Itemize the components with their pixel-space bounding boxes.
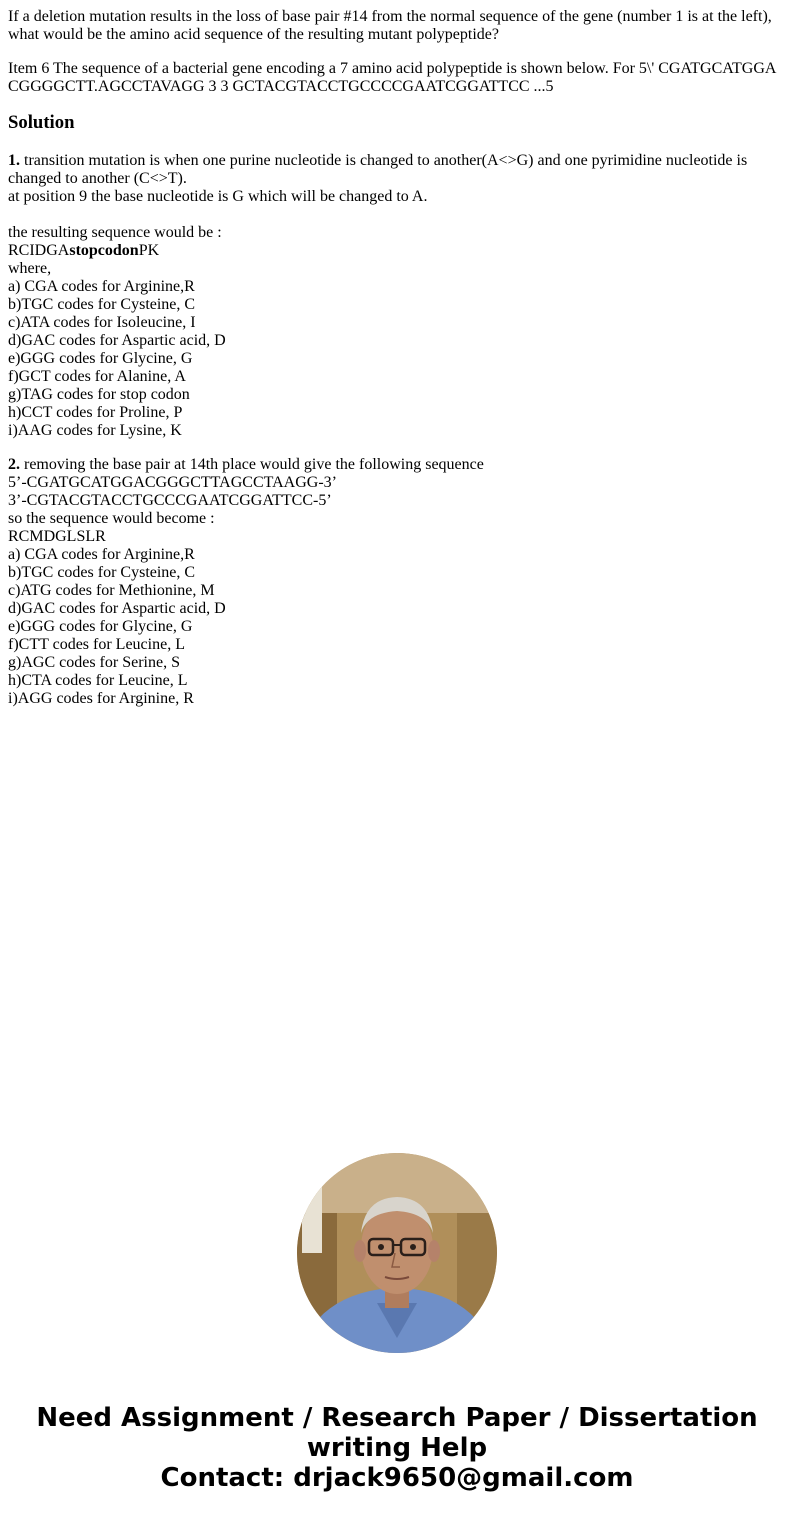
codon-line: d)GAC codes for Aspartic acid, D <box>8 332 226 349</box>
codon-line: f)CTT codes for Leucine, L <box>8 636 185 653</box>
part-1-sequence <box>8 242 786 260</box>
footer-line-1: Need Assignment / Research Paper / Dissertation <box>36 1403 758 1433</box>
part-2-sequence: RCMDGLSLR <box>8 528 106 545</box>
part-1-result-intro: the resulting sequence would be : <box>8 224 222 241</box>
codon-line: i)AAG codes for Lysine, K <box>8 422 182 439</box>
part-1-number: 1. <box>8 152 20 169</box>
part-1-where: where, <box>8 260 52 277</box>
solution-part-2 <box>8 456 786 708</box>
codon-line: c)ATA codes for Isoleucine, I <box>8 314 196 331</box>
author-avatar <box>297 1153 497 1353</box>
codon-line: h)CCT codes for Proline, P <box>8 404 183 421</box>
codon-line: f)GCT codes for Alanine, A <box>8 368 186 385</box>
codon-line: b)TGC codes for Cysteine, C <box>8 564 196 581</box>
part-2-intro: removing the base pair at 14th place would give the following sequence <box>20 456 484 473</box>
part-2-number: 2. <box>8 456 20 473</box>
question-item-text: Item 6 The sequence of a bacterial gene encoding a 7 amino acid polypeptide is shown below. For 5\' CGATGCATGGA CGGGGCTT.AGCCTAVAGG 3 3 GCTACGTACCTGCCCCGAATCGGATTCC ...5 <box>8 60 776 95</box>
solution-part-1 <box>8 152 786 440</box>
page-content <box>0 0 794 708</box>
codon-line: g)AGC codes for Serine, S <box>8 654 180 671</box>
question-text: If a deletion mutation results in the loss of base pair #14 from the normal sequence of the gene (number 1 is at the left), what would be the amino acid sequence of the resulting mutant polypeptide? <box>8 8 772 43</box>
codon-line: b)TGC codes for Cysteine, C <box>8 296 196 313</box>
codon-line: h)CTA codes for Leucine, L <box>8 672 188 689</box>
codon-line: a) CGA codes for Arginine,R <box>8 546 195 563</box>
codon-line: c)ATG codes for Methionine, M <box>8 582 215 599</box>
contact-footer <box>0 1403 794 1493</box>
codon-line: e)GGG codes for Glycine, G <box>8 618 193 635</box>
codon-line: i)AGG codes for Arginine, R <box>8 690 194 707</box>
author-portrait-icon <box>297 1153 497 1353</box>
footer-contact: Contact: drjack9650@gmail.com <box>160 1463 634 1493</box>
part-1-intro: transition mutation is when one purine nucleotide is changed to another(A<>G) and one pyrimidine nucleotide is changed to another (C<>T). <box>8 152 748 187</box>
footer-line-2: writing Help <box>306 1433 488 1463</box>
codon-line: a) CGA codes for Arginine,R <box>8 278 195 295</box>
solution-heading: Solution <box>8 112 75 133</box>
sequence-prefix: RCIDGA <box>8 242 70 259</box>
sequence-stop-codon: stopcodon <box>69 242 139 259</box>
strand-3-prime: 3’-CGTACGTACCTGCCCGAATCGGATTCC-5’ <box>8 492 332 509</box>
codon-line: e)GGG codes for Glycine, G <box>8 350 193 367</box>
blank-line <box>8 206 786 224</box>
part-1-position-note: at position 9 the base nucleotide is G which will be changed to A. <box>8 188 428 205</box>
codon-line: d)GAC codes for Aspartic acid, D <box>8 600 226 617</box>
part-2-become: so the sequence would become : <box>8 510 215 527</box>
strand-5-prime: 5’-CGATGCATGGACGGGCTTAGCCTAAGG-3’ <box>8 474 337 491</box>
codon-line: g)TAG codes for stop codon <box>8 386 190 403</box>
sequence-suffix: PK <box>138 242 160 259</box>
